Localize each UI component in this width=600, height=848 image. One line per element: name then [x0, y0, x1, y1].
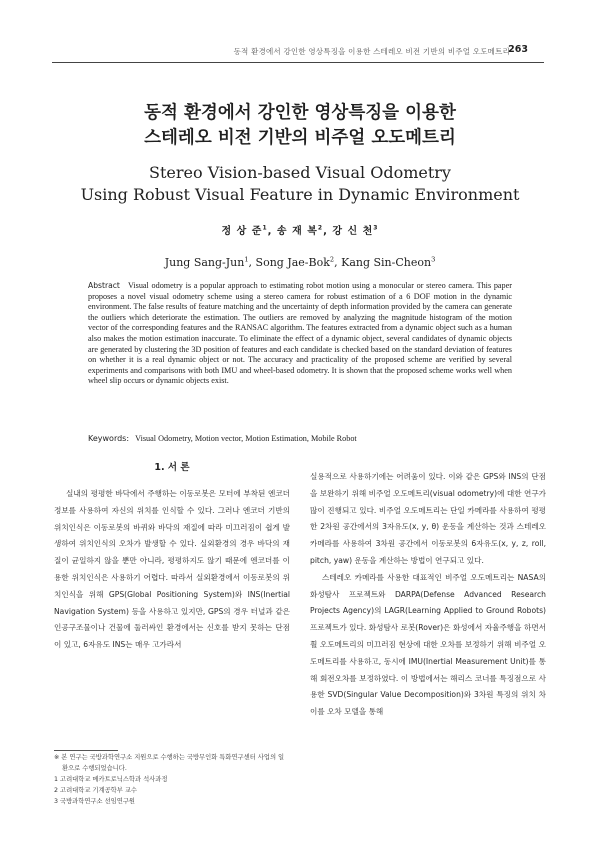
korean-title: [0, 101, 600, 151]
right-column: [310, 469, 546, 721]
author-ko-2: 송 재 복: [276, 226, 318, 237]
running-head: [0, 40, 600, 62]
paragraph: 실용적으로 사용하기에는 어려움이 있다. 이와 같은 GPS와 INS의 단점을 보완하기 위해 비주얼 오도메트리(visual odometry)에 대한 연구가 많이 진행되고 있다. 비주얼 오도메트리는 단일 카메라를 사용하여 평평한 2차원 공간에서의 3자유도(x, y, θ) 운동을 계산하는 것과 스테레오 카메라를 사용하여 3차원 공간에서 이동로봇의 6자유도(x, y, z, roll, pitch, yaw) 운동을 계산하는 방법이 연구되고 있다.: [310, 472, 546, 565]
author-en-2: Song Jae-Bok: [255, 256, 330, 269]
english-title: [0, 162, 600, 206]
korean-authors: 정 상 준$^1$, 송 재 복$^2$, 강 신 천$^3$: [221, 224, 379, 237]
korean-title-line-1: 동적 환경에서 강인한 영상특징을 이용한: [144, 103, 456, 123]
keywords-text: Visual Odometry, Motion vector, Motion Estimation, Mobile Robot: [135, 434, 357, 443]
english-title-line-1: Stereo Vision-based Visual Odometry: [149, 163, 451, 182]
footnote-affiliation-1: 1 고려대학교 메카트로닉스학과 석사과정: [54, 776, 168, 783]
footnote-rule: [54, 750, 118, 751]
english-authors: Jung Sang-Jun$^1$, Song Jae-Bok$^2$, Kang Sin-Cheon$^3$: [164, 255, 436, 269]
left-column: [54, 486, 290, 654]
page-number: 263: [508, 44, 528, 55]
footnotes: [54, 752, 290, 807]
header-rule: [52, 62, 544, 63]
abstract-label: Abstract: [88, 281, 120, 290]
author-ko-2-affiliation: 2: [317, 224, 324, 232]
author-en-3-affiliation: 3: [431, 255, 436, 264]
abstract-text: Visual odometry is a popular approach to estimating robot motion using a monocular or stereo camera. This paper proposes a novel visual odometry scheme using a stereo camera for robust estimation of a 6 DOF motion in the dynamic environment. The false results of feature matching and the uncertainty of depth information provided by the camera can generate the outliers which deteriorate the estimation. The outliers are removed by analyzing the magnitude histogram of the motion vector of the corresponding features and the RANSAC algorithm. The features extracted from a dynamic object such as a human also makes the motion estimation inaccurate. To eliminate the effect of a dynamic object, several candidates of dynamic objects are generated by clustering the 3D position of features and each candidate is checked based on the standard deviation of features on whether it is a real dynamic object or not. The accuracy and practicality of the proposed scheme are verified by several experiments and comparisons with both IMU and wheel-based odometry. It is shown that the proposed scheme works well when wheel slip occurs or dynamic objects exist.: [88, 281, 512, 386]
footnote-funding: ※ 본 연구는 국방과학연구소 지원으로 수행하는 국방무인화 특화연구센터 사업의 일환으로 수행되었습니다.: [54, 754, 285, 772]
author-ko-3: 강 신 천: [332, 226, 374, 237]
footnote-affiliation-2: 2 고려대학교 기계공학부 교수: [54, 787, 138, 794]
author-en-1-affiliation: 1: [244, 255, 249, 264]
running-head-title: 동적 환경에서 강인한 영상특징을 이용한 스테레오 비전 기반의 비주얼 오도메트리: [233, 47, 510, 56]
author-en-2-affiliation: 2: [329, 255, 335, 264]
author-en-1: Jung Sang-Jun: [164, 256, 245, 269]
author-ko-3-affiliation: 3: [373, 224, 379, 232]
paragraph: 실내의 평평한 바닥에서 주행하는 이동로봇은 모터에 부착된 엔코더 정보를 사용하여 자신의 위치를 인식할 수 있다. 그러나 엔코더 기반의 위치인식은 이동로봇의 바퀴와 바닥의 재질에 따라 미끄러짐이 쉽게 발생하여 위치인식의 오차가 발생할 수 있다. 실외환경의 경우 바닥의 재질이 균일하지 않을 뿐만 아니라, 평평하지도 않기 때문에 엔코더를 이용한 위치인식은 사용하기 어렵다. 따라서 실외환경에서 이동로봇의 위치인식을 위해 GPS(Global Positioning System)와 INS(Inertial Navigation System) 등을 사용하고 있지만, GPS의 경우 터널과 같은 인공구조물이나 건물에 둘러싸인 환경에서는 신호를 받지 못하는 단점이 있고, 6자유도 INS는 매우 고가라서: [54, 489, 290, 650]
keywords: [88, 434, 512, 443]
keywords-label: Keywords:: [88, 434, 130, 443]
author-ko-1: 정 상 준: [221, 226, 263, 237]
abstract: [88, 281, 512, 387]
paragraph: 스테레오 카메라를 사용한 대표적인 비주얼 오도메트리는 NASA의 화성탐사 프로젝트와 DARPA(Defense Advanced Research Projects Agency)의 LAGR(Learning Applied to Ground Robots) 프로젝트가 있다. 화성탐사 로봇(Rover)은 화성에서 자율주행을 하면서 휠 오도메트리의 미끄러짐 현상에 대한 오차를 보정하기 위해 비주얼 오도메트리를 사용하고, 동시에 IMU(Inertial Measurement Unit)를 통해 회전오차를 보정하였다. 이 방법에서는 해리스 코너를 특징점으로 사용한 SVD(Singular Value Decomposition)와 3차원 특징의 위치 차이를 오차 모델을 통해: [310, 572, 546, 717]
english-title-line-2: Using Robust Visual Feature in Dynamic Environment: [80, 185, 520, 204]
author-en-3: Kang Sin-Cheon: [341, 256, 432, 269]
author-ko-1-affiliation: 1: [262, 224, 268, 232]
footnote-affiliation-3: 3 국방과학연구소 선임연구원: [54, 798, 136, 805]
section-heading-introduction: 1. 서 론: [154, 462, 190, 473]
korean-title-line-2: 스테레오 비전 기반의 비주얼 오도메트리: [144, 128, 456, 148]
